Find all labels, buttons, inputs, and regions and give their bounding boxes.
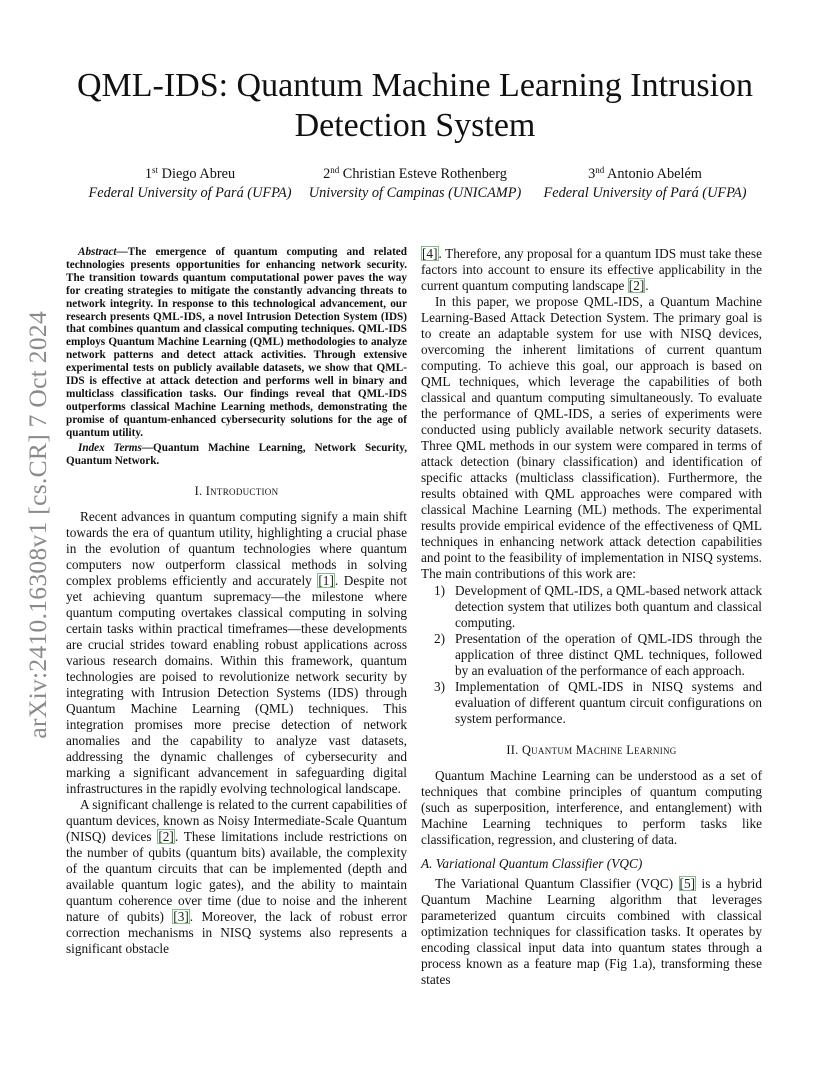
author-1-affiliation: Federal University of Pará (UFPA) [88, 185, 292, 201]
list-item: 3) Implementation of QML-IDS in NISQ systems and evaluation of different quantum circuit configurations on system performance. [434, 679, 762, 726]
section-heading-introduction: I. Introduction [194, 484, 279, 499]
section-heading-qml: II. Quantum Machine Learning [506, 743, 677, 757]
contributions-list [421, 583, 762, 727]
subsection-heading-vqc: A. Variational Quantum Classifier (VQC) [421, 856, 643, 871]
author-2-affiliation: University of Campinas (UNICAMP) [308, 185, 522, 201]
left-column [66, 246, 407, 957]
author-1-name: 1st Diego Abreu [144, 165, 236, 182]
qml-paragraph-1: Quantum Machine Learning can be understood as a set of techniques that combine principles of quantum computing (such as superposition, interference, and entanglement) with Machine Learning techniques to perform tasks like classification, regression, and clustering of data. [421, 768, 762, 847]
author-3-name: 3nd Antonio Abelém [588, 165, 702, 182]
author-3-affiliation: Federal University of Pará (UFPA) [543, 185, 747, 201]
citation-link[interactable]: [5] [679, 876, 696, 891]
list-item: 2) Presentation of the operation of QML-IDS through the application of three distinct QML techniques, followed by an evaluation of the performance of each approach. [434, 631, 762, 678]
intro-paragraph-2: A significant challenge is related to the current capabilities of quantum devices, known as Noisy Intermediate-Scale Quantum (NISQ) devices [2]. These limitations include restrictions on the number of qubits (quantum bits) available, the complexity of the quantum circuits that can be implemented (depth and available quantum logic gates), and the ability to maintain quantum coherence over time (due to noise and the inherent nature of qubits) [3]. Moreover, the lack of robust error correction mechanisms in NISQ systems also represents a significant obstacle [66, 797, 407, 957]
citation-link[interactable]: [2] [158, 829, 174, 845]
citation-link[interactable]: [2] [628, 278, 645, 293]
list-item: 1) Development of QML-IDS, a QML-based network attack detection system that utilizes both quantum and classical computing. [434, 583, 762, 630]
author-2 [300, 161, 530, 203]
intro-paragraph-3: In this paper, we propose QML-IDS, a Quantum Machine Learning-Based Attack Detection System. The primary goal is to create an adaptable system for use with NISQ devices, overcoming the inherent limitations of current quantum computing. To achieve this goal, our approach is based on QML techniques, which leverage the capabilities of both classical and quantum computing simultaneously. To evaluate the performance of QML-IDS, a series of experiments were conducted using publicly available network security datasets. Three QML methods in our system were compared in terms of attack detection (binary classification) and identification of specific attacks (multiclass classification). Furthermore, the results obtained with QML approaches were compared with classical Machine Learning (ML) methods. The experimental results provide empirical evidence of the effectiveness of QML techniques in enhancing network attack detection capabilities and point to the feasibility of implementation in NISQ systems. The main contributions of this work are: [421, 294, 762, 581]
author-2-name: 2nd Christian Esteve Rothenberg [323, 165, 507, 182]
paper-title: QML-IDS: Quantum Machine Learning Intrusion Detection System [76, 67, 754, 144]
right-column [421, 246, 762, 988]
arxiv-identifier-text: arXiv:2410.16308v1 [cs.CR] 7 Oct 2024 [23, 311, 52, 739]
citation-link[interactable]: [4] [422, 246, 438, 261]
intro-paragraph-1: Recent advances in quantum computing signify a main shift towards the era of quantum utility, highlighting a crucial phase in the evolution of quantum technologies where quantum computers now outperform classical methods in solving complex problems efficiently and accurately [1]. Despite not yet achieving quantum supremacy—the milestone where quantum computing overtakes classical computing in solving certain tasks within practical timeframes—these developments are crucial strides toward enabling robust applications across various research domains. Within this framework, quantum technologies are poised to revolutionize network security by integrating with Intrusion Detection Systems (IDS) through Quantum Machine Learning (QML) techniques. This integration promises more precise detection of network anomalies and the capability to analyze vast datasets, addressing the dynamic challenges of cybersecurity and marking a significant advancement in safeguarding digital infrastructures in the rapidly evolving technological landscape. [66, 509, 407, 797]
arxiv-identifier [21, 290, 55, 760]
citation-link[interactable]: [1] [318, 573, 334, 589]
intro-paragraph-2-continued: [4]. Therefore, any proposal for a quantum IDS must take these factors into account to ensure its effective applicability in the current quantum computing landscape [2]. [421, 246, 762, 293]
vqc-paragraph: The Variational Quantum Classifier (VQC) [5] is a hybrid Quantum Machine Learning algorithm that leverages parameterized quantum circuits combined with classical optimization techniques for classification tasks. It operates by encoding classical input data into quantum states through a process known as a feature map (Fig 1.a), transforming these states [421, 876, 762, 987]
index-terms: Index Terms—Quantum Machine Learning, Network Security, Quantum Network. [66, 441, 407, 467]
index-terms-label: Index Terms [78, 441, 142, 454]
citation-link[interactable]: [3] [173, 909, 189, 925]
abstract-label: Abstract [78, 246, 117, 258]
index-terms-text: Quantum Machine Learning, Network Security, Quantum Network. [66, 441, 407, 467]
abstract: Abstract—The emergence of quantum computing and related technologies presents opportunities for enhancing network security. The transition towards quantum computational power paves the way for creating strategies to mitigate the constantly advancing threats to network integrity. In response to this technological advancement, our research presents QML-IDS, a novel Intrusion Detection System (IDS) that combines quantum and classical computing techniques. QML-IDS employs Quantum Machine Learning (QML) methodologies to analyze network patterns and detect attack activities. Through extensive experimental tests on publicly available datasets, we show that QML-IDS is effective at attack detection and performs well in binary and multiclass classification tasks. Our findings reveal that QML-IDS outperforms classical Machine Learning methods, demonstrating the promise of quantum-enhanced cybersecurity solutions for the age of quantum utility. [66, 246, 407, 439]
author-3 [530, 161, 760, 203]
author-1 [80, 161, 300, 203]
abstract-text: The emergence of quantum computing and related technologies presents opportunities for enhancing network security. The transition towards quantum computational power paves the way for creating strategies to mitigate the constantly advancing threats to network integrity. In response to this technological advancement, our research presents QML-IDS, a novel Intrusion Detection System (IDS) that combines quantum and classical computing techniques. QML-IDS employs Quantum Machine Learning (QML) methodologies to analyze network patterns and detect attack activities. Through extensive experimental tests on publicly available datasets, we show that QML-IDS is effective at attack detection and performs well in binary and multiclass classification tasks. Our findings reveal that QML-IDS outperforms classical Machine Learning methods, demonstrating the promise of quantum-enhanced cybersecurity solutions for the age of quantum utility. [66, 246, 407, 439]
